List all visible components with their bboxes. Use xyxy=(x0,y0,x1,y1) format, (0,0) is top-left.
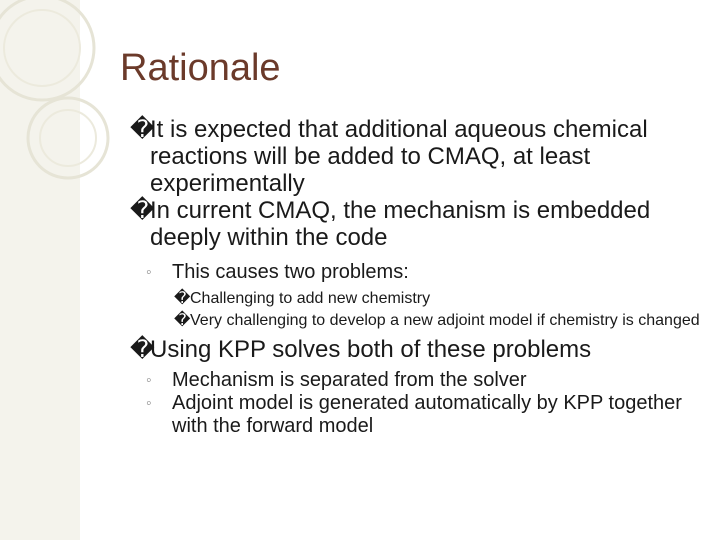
bullet-2-text: In current CMAQ, the mechanism is embedded deeply within the code xyxy=(150,197,651,251)
sub-bullet-adjoint xyxy=(130,392,710,438)
bullet-glyph: � xyxy=(174,312,191,329)
sub-sub-bullet-2 xyxy=(130,312,710,330)
slide-title: Rationale xyxy=(120,47,281,89)
bullet-glyph: � xyxy=(130,197,155,224)
sub-bullet-glyph: ◦ xyxy=(146,264,152,281)
sub-sub-bullet-1 xyxy=(130,290,710,308)
sub-bullet-problems xyxy=(130,261,710,284)
bullet-glyph: � xyxy=(130,116,155,143)
decorative-circles xyxy=(0,0,140,220)
sub-sub-bullet-2-text: Very challenging to develop a new adjoint model if chemistry is changed xyxy=(190,312,700,329)
bullet-1-text: It is expected that additional aqueous chemical reactions will be added to CMAQ, at least experimentally xyxy=(150,116,648,197)
bullet-3 xyxy=(130,336,710,363)
sub-bullet-glyph: ◦ xyxy=(146,395,152,412)
bullet-glyph: � xyxy=(174,290,191,307)
sub-bullet-problems-text: This causes two problems: xyxy=(172,261,409,283)
bullet-3-text: Using KPP solves both of these problems xyxy=(150,336,592,363)
sub-sub-bullet-1-text: Challenging to add new chemistry xyxy=(190,290,431,307)
sub-bullet-mechanism-text: Mechanism is separated from the solver xyxy=(172,369,527,391)
bullet-2 xyxy=(130,197,710,251)
sub-bullet-glyph: ◦ xyxy=(146,372,152,389)
sub-bullet-adjoint-text: Adjoint model is generated automatically by KPP together with the forward model xyxy=(172,392,682,437)
sub-bullet-mechanism xyxy=(130,369,710,392)
slide-content xyxy=(130,116,710,438)
bullet-1 xyxy=(130,116,710,197)
bullet-glyph: � xyxy=(130,336,155,363)
